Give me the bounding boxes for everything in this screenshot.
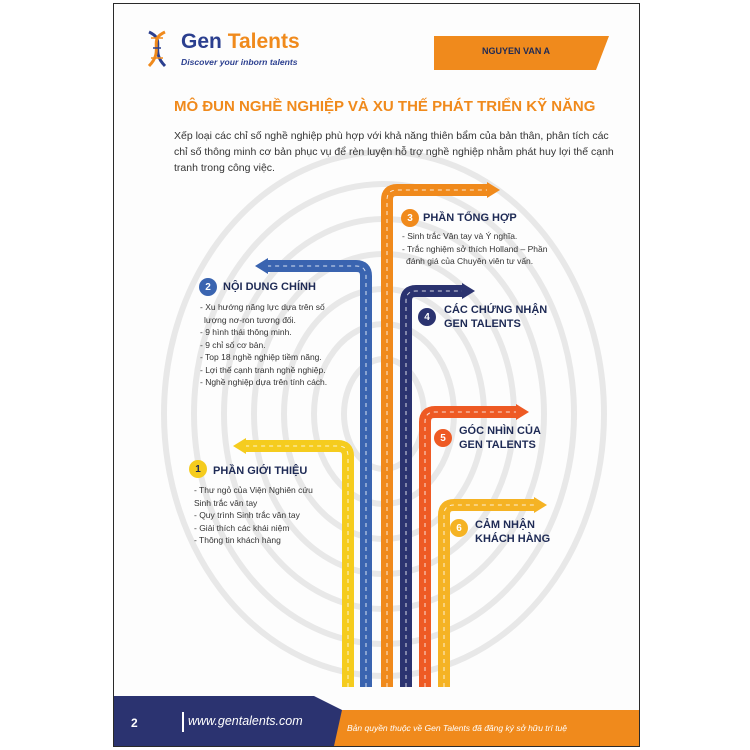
section-2-item: - Nghề nghiệp dựa trên tính cách. xyxy=(200,377,328,387)
section-4-number: 4 xyxy=(418,308,436,326)
section-4-title xyxy=(444,303,547,331)
section-2-item: - Xu hướng năng lực dựa trên số xyxy=(200,302,325,312)
section-1-item: - Quy trình Sinh trắc vân tay xyxy=(194,510,300,520)
section-2-item: - 9 hình thái thông minh. xyxy=(200,327,292,337)
section-1-item: - Thư ngỏ của Viện Nghiên cứu xyxy=(194,485,313,495)
section-4-title-line: CÁC CHỨNG NHẬN xyxy=(444,304,548,316)
logo-word-talents: Talents xyxy=(227,30,300,53)
section-1-item: Sinh trắc vân tay xyxy=(194,497,258,508)
footer-divider xyxy=(182,712,184,732)
section-2-item: - 9 chỉ số cơ bản. xyxy=(200,339,266,350)
client-name: NGUYEN VAN A xyxy=(481,46,550,56)
section-5-title-line: GEN TALENTS xyxy=(459,439,536,451)
page-title: MÔ ĐUN NGHỀ NGHIỆP VÀ XU THẾ PHÁT TRIỂN KỸ NĂNG xyxy=(174,98,596,115)
logo-tagline: Discover your inborn talents xyxy=(181,57,298,67)
logo-word-gen: Gen xyxy=(181,30,222,53)
section-1-number: 1 xyxy=(189,460,207,478)
section-2-title: NỘI DUNG CHÍNH xyxy=(223,281,316,293)
path-arrows-graphic xyxy=(114,4,639,746)
section-2-item: - Top 18 nghề nghiệp tiềm năng. xyxy=(200,352,322,362)
section-3-item: đánh giá của Chuyên viên tư vấn. xyxy=(406,256,534,266)
section-3-item: - Sinh trắc Vân tay và Ý nghĩa. xyxy=(402,231,518,241)
section-6-number: 6 xyxy=(450,519,468,537)
section-2-number: 2 xyxy=(199,278,217,296)
section-5-number: 5 xyxy=(434,429,452,447)
copyright-notice: Bản quyền thuộc về Gen Talents đã đăng ký sở hữu trí tuệ xyxy=(347,723,568,733)
section-3-number: 3 xyxy=(401,209,419,227)
section-3-items xyxy=(402,230,547,268)
intro-paragraph: Xếp loại các chỉ số nghề nghiệp phù hợp với khả năng thiên bẩm của bản thân, phân tích các chỉ số thông minh cơ bản phục vụ để rèn luyện hỗ trợ nghề nghiệp nhằm phát huy lợi thế cạnh tranh trong công việc. xyxy=(174,130,614,174)
section-4-title-line: GEN TALENTS xyxy=(444,318,521,330)
section-6-title-line: KHÁCH HÀNG xyxy=(475,533,551,545)
brochure-page xyxy=(113,3,640,747)
section-2-items xyxy=(200,301,327,389)
page-footer xyxy=(114,696,639,746)
section-1-items xyxy=(194,484,313,547)
section-1-item: - Thông tin khách hàng xyxy=(194,535,281,545)
page-number: 2 xyxy=(131,716,138,730)
section-3-item: - Trắc nghiệm sở thích Holland – Phần xyxy=(402,243,548,254)
section-6-title-line: CẢM NHẬN xyxy=(475,519,535,531)
section-6-title xyxy=(475,518,550,546)
section-5-title-line: GÓC NHÌN CỦA xyxy=(459,425,541,437)
section-2-item: - Lợi thế cạnh tranh nghề nghiệp. xyxy=(200,364,326,375)
website-link[interactable]: www.gentalents.com xyxy=(188,714,303,728)
section-1-title: PHẦN GIỚI THIỆU xyxy=(213,465,308,477)
section-3-title: PHẦN TỔNG HỢP xyxy=(423,212,517,224)
section-5-title xyxy=(459,424,541,452)
section-2-item: lượng nơ-ron tương đối. xyxy=(204,314,296,325)
section-1-item: - Giải thích các khái niệm xyxy=(194,522,290,533)
